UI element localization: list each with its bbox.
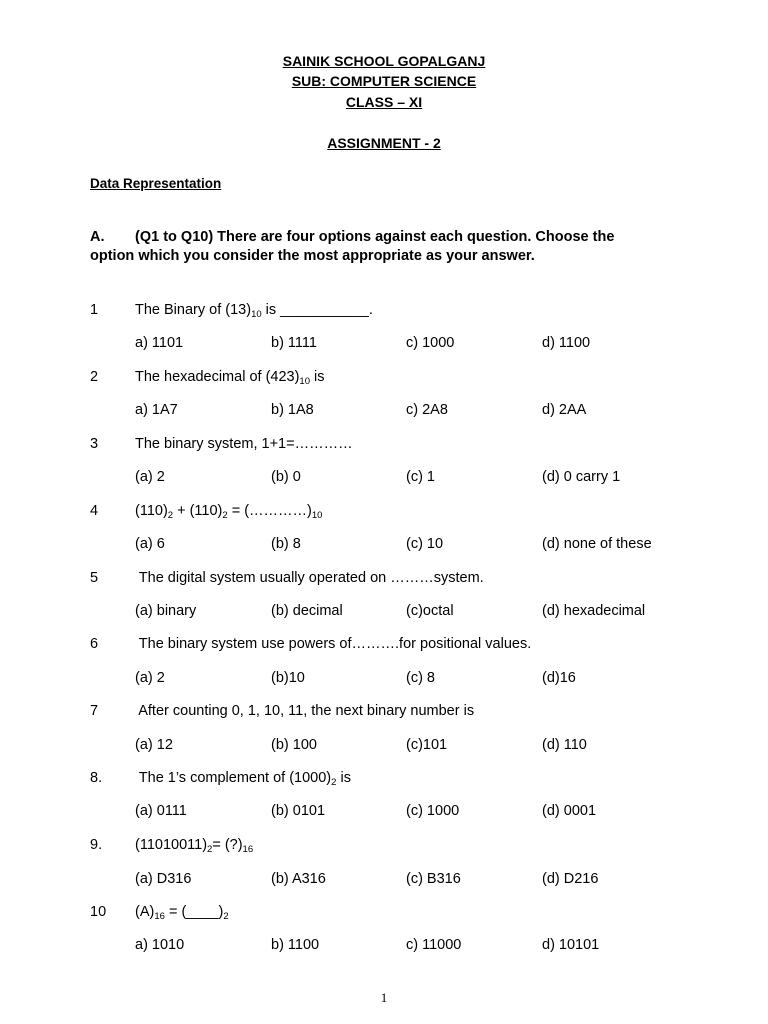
question-text [135, 570, 484, 586]
answer-option: d) 2AA [542, 402, 587, 418]
question-text-segment: = (?) [212, 837, 243, 853]
answer-option: (d) 110 [542, 737, 587, 753]
subscript: 2 [207, 844, 213, 855]
answer-option: (d) hexadecimal [542, 603, 646, 619]
question-text-segment: + (110) [173, 503, 223, 519]
answer-option: a) 1010 [135, 937, 185, 953]
answer-option: d) 10101 [542, 937, 600, 953]
question-text-segment: The digital system usually operated on ………system. [135, 570, 484, 586]
answer-option: (b) decimal [271, 603, 343, 619]
subscript: 16 [154, 911, 165, 922]
section-instruction-line1: (Q1 to Q10) There are four options against each question. Choose the [135, 229, 615, 245]
question-text-segment: = (…………) [227, 503, 312, 519]
answer-option: (d)16 [542, 670, 576, 686]
question-text-segment: The binary system use powers of……….for positional values. [135, 636, 532, 652]
answer-option: a) 1A7 [135, 402, 178, 418]
question-number: 3 [90, 436, 99, 452]
answer-option: (d) D216 [542, 871, 599, 887]
question-text [135, 302, 373, 318]
answer-option: (b)10 [271, 670, 305, 686]
question-text-segment: The binary system, 1+1=………… [135, 436, 353, 452]
answer-option: (c) 8 [406, 670, 435, 686]
question-text-segment: The Binary of (13) [135, 302, 252, 318]
question-text-segment: is ___________. [261, 302, 373, 318]
answer-option: (a) D316 [135, 871, 192, 887]
question-text-segment: The hexadecimal of (423) [135, 369, 300, 385]
subject-title: SUB: COMPUTER SCIENCE [291, 73, 477, 89]
subscript: 16 [242, 844, 254, 855]
answer-option: (b) 8 [271, 536, 301, 552]
answer-option: a) 1101 [135, 335, 184, 351]
question-text-segment: is [310, 369, 325, 385]
question-text [135, 703, 474, 719]
answer-option: (b) 0 [271, 469, 301, 485]
answer-option: (c) 1 [406, 469, 435, 485]
question-number: 9. [90, 837, 103, 853]
answer-option: c) 1000 [406, 335, 455, 351]
answer-option: (c) 1000 [406, 803, 460, 819]
class-title: CLASS – XI [345, 94, 423, 110]
answer-option: c) 2A8 [406, 402, 448, 418]
question-text [135, 770, 351, 786]
answer-option: (a) binary [135, 603, 197, 619]
question-number: 7 [90, 703, 99, 719]
section-instruction-line2: option which you consider the most appropriate as your answer. [90, 248, 535, 264]
subscript: 2 [167, 510, 174, 521]
answer-option: (a) 2 [135, 469, 165, 485]
school-name: SAINIK SCHOOL GOPALGANJ [282, 53, 486, 69]
section-letter: A. [90, 229, 105, 245]
answer-option: b) 1111 [271, 335, 317, 351]
question-text-segment: (11010011) [135, 837, 208, 853]
subscript: 2 [331, 777, 337, 788]
topic-heading: Data Representation [90, 176, 222, 191]
question-number: 4 [90, 503, 99, 519]
question-number: 10 [90, 904, 107, 920]
assignment-title: ASSIGNMENT - 2 [327, 135, 441, 151]
answer-option: (d) 0 carry 1 [542, 469, 621, 485]
question-text-segment: is [336, 770, 351, 786]
subscript: 2 [223, 911, 229, 922]
answer-option: b) 1100 [271, 937, 320, 953]
answer-option: (c)101 [406, 737, 448, 753]
answer-option: (a) 6 [135, 536, 165, 552]
question-text-segment: After counting 0, 1, 10, 11, the next binary number is [135, 703, 475, 719]
answer-option: (c) 10 [406, 536, 444, 552]
question-text [135, 904, 229, 920]
answer-option: (a) 0111 [135, 803, 187, 819]
answer-option: (d) 0001 [542, 803, 597, 819]
subscript: 10 [251, 309, 262, 320]
question-text-segment: The 1’s complement of (1000) [135, 770, 332, 786]
answer-option: (d) none of these [542, 536, 652, 552]
answer-option: d) 1100 [542, 335, 591, 351]
question-text [135, 436, 353, 452]
question-number: 8. [90, 770, 103, 786]
subscript: 10 [311, 510, 323, 521]
answer-option: c) 11000 [406, 937, 462, 953]
answer-option: (a) 12 [135, 737, 173, 753]
subscript: 10 [299, 376, 310, 387]
question-text [135, 503, 322, 519]
question-number: 5 [90, 570, 99, 586]
answer-option: (b) A316 [271, 871, 326, 887]
answer-option: (c) B316 [406, 871, 461, 887]
answer-option: b) 1A8 [271, 402, 314, 418]
question-number: 2 [90, 369, 99, 385]
answer-option: (a) 2 [135, 670, 165, 686]
answer-option: (c)octal [406, 603, 454, 619]
question-text [135, 636, 531, 652]
answer-option: (b) 100 [271, 737, 317, 753]
question-text-segment: = (____) [164, 904, 224, 920]
question-text [135, 369, 325, 385]
subscript: 2 [222, 510, 228, 521]
question-number: 6 [90, 636, 99, 652]
question-text-segment: (A) [135, 904, 155, 920]
question-text-segment: (110) [135, 503, 168, 519]
answer-option: (b) 0101 [271, 803, 326, 819]
question-text [135, 837, 253, 853]
page-number: 1 [380, 990, 388, 1005]
question-number: 1 [90, 302, 99, 318]
